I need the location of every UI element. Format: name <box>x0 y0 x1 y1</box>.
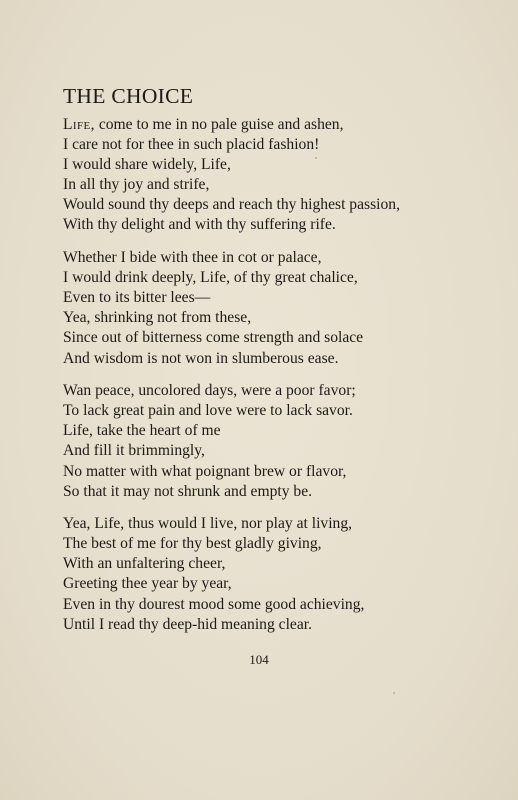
poem-line: Since out of bitterness come strength and solace <box>63 329 364 347</box>
poem-line: Life, take the heart of me <box>63 422 221 440</box>
page-number: 104 <box>249 652 269 667</box>
stanza-2 <box>63 248 503 369</box>
poem-line: In all thy joy and strife, <box>63 176 210 194</box>
poem-line: And wisdom is not won in slumberous ease. <box>63 349 339 367</box>
line-text: come to me in no pale guise and ashen, <box>94 116 344 133</box>
poem-line: I would drink deeply, Life, of thy great chalice, <box>63 269 358 287</box>
stanza-1 <box>63 115 503 236</box>
poem-line: I care not for thee in such placid fashion! <box>63 136 320 154</box>
poem-line: No matter with what poignant brew or flavor, <box>63 462 347 480</box>
poem-line: Wan peace, uncolored days, were a poor favor; <box>63 382 356 400</box>
poem-line: Greeting thee year by year, <box>63 575 232 593</box>
poem-line: So that it may not shrunk and empty be. <box>63 482 313 500</box>
poem-line: And fill it brimmingly, <box>63 442 205 460</box>
poem-title: THE CHOICE <box>63 84 194 108</box>
poem-line: With an unfaltering cheer, <box>63 555 226 573</box>
poem-line: Would sound thy deeps and reach thy highest passion, <box>63 196 400 214</box>
poem-line: Yea, Life, thus would I live, nor play at living, <box>63 515 353 533</box>
poem-line: The best of me for thy best gladly giving, <box>63 535 322 553</box>
stanza-4 <box>63 514 503 635</box>
stanza-3 <box>63 381 503 502</box>
poem-line: Even in thy dourest mood some good achieving, <box>63 595 365 613</box>
poem-line: Until I read thy deep-hid meaning clear. <box>63 615 312 633</box>
poem-body <box>63 115 503 647</box>
poem-line: To lack great pain and love were to lack savor. <box>63 402 353 420</box>
poem-line: With thy delight and with thy suffering rife. <box>63 216 336 234</box>
poem-line: I would share widely, Life, <box>63 156 231 174</box>
poem-line: Even to its bitter lees— <box>63 289 211 307</box>
poem-line <box>63 115 503 135</box>
poem-line: Yea, shrinking not from these, <box>63 309 252 327</box>
opening-word: Life, <box>63 116 95 133</box>
poem-line: Whether I bide with thee in cot or palace, <box>63 249 322 267</box>
paper-speck <box>393 692 395 694</box>
